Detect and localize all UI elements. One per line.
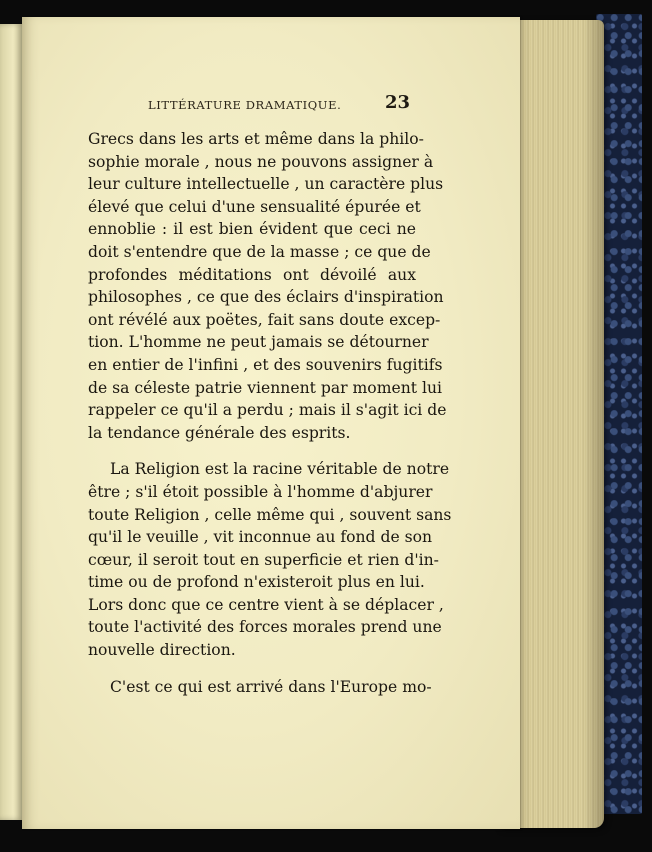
text-line: rappeler ce qu'il a perdu ; mais il s'agit ici de [88, 401, 447, 420]
text-line: profondes méditations ont dévoilé aux [88, 265, 416, 284]
text-line: time ou de profond n'existeroit plus en lui. [88, 573, 425, 592]
text-line: cœur, il seroit tout en superficie et rien d'in- [88, 550, 439, 569]
text-line: être ; s'il étoit possible à l'homme d'abjurer [88, 482, 433, 501]
text-line: Lors donc que ce centre vient à se déplacer , [88, 595, 444, 614]
text-line: Grecs dans les arts et même dans la philo- [88, 130, 424, 148]
page-number: 23 [384, 92, 410, 113]
paragraph [88, 676, 432, 699]
paragraph-gap [88, 662, 416, 676]
paragraph [88, 458, 452, 661]
text-line: leur culture intellectuelle , un caractère plus [88, 175, 444, 194]
text-line: tion. L'homme ne peut jamais se détourner [88, 333, 429, 352]
paragraph [88, 128, 447, 444]
text-line: ennoblie : il est bien évident que ceci ne [88, 220, 416, 239]
text-line: toute Religion , celle même qui , souvent sans [88, 505, 452, 524]
running-head [148, 92, 410, 118]
body-text [88, 128, 452, 698]
text-line: en entier de l'infini , et des souvenirs fugitifs [88, 355, 443, 374]
text-line: C'est ce qui est arrivé dans l'Europe mo- [110, 677, 432, 696]
text-line: philosophes , ce que des éclairs d'inspiration [88, 288, 444, 307]
text-line: La Religion est la racine véritable de notre [110, 460, 450, 479]
text-line: doit s'entendre que de la masse ; ce que de [88, 242, 431, 261]
text-line: élevé que celui d'une sensualité épurée et [88, 197, 421, 216]
running-title: LITTÉRATURE DRAMATIQUE. [148, 98, 342, 112]
text-line: toute l'activité des forces morales prend une [88, 618, 442, 637]
paragraph-gap [88, 444, 416, 458]
text-line: qu'il le veuille , vit inconnue au fond de son [88, 528, 433, 547]
text-line: la tendance générale des esprits. [88, 423, 351, 442]
text-line: sophie morale , nous ne pouvons assigner à [88, 152, 434, 171]
facing-page-edge [0, 24, 22, 820]
text-line: ont révélé aux poëtes, fait sans doute excep- [88, 310, 441, 329]
text-line: nouvelle direction. [88, 641, 236, 660]
text-line: de sa céleste patrie viennent par moment lui [88, 378, 442, 397]
